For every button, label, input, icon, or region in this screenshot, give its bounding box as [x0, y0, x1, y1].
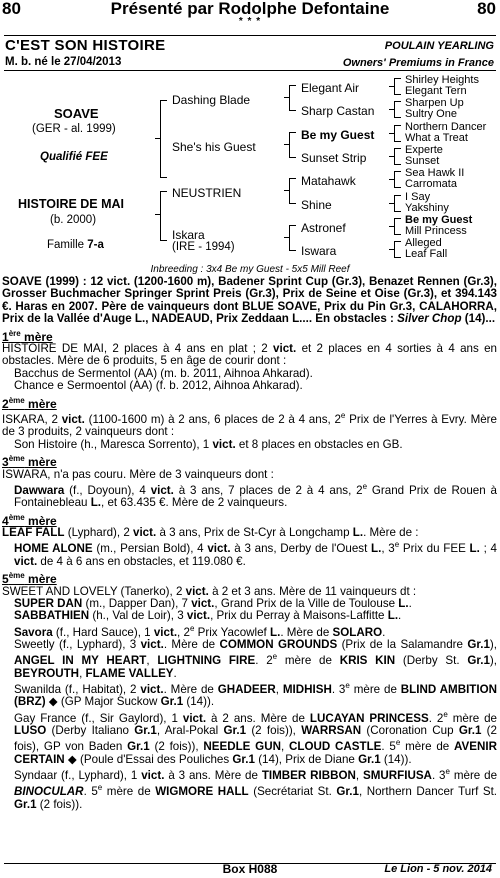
bracket-g3-1 — [394, 78, 401, 95]
tick-sire — [155, 138, 160, 139]
owners-premium: Owners' Premiums in France — [342, 57, 494, 69]
gen4-2: Elegant Tern — [405, 85, 467, 97]
gen2-1: Dashing Blade — [172, 93, 251, 107]
pedigree-top-rule — [4, 70, 496, 71]
bracket-g2-3 — [289, 178, 296, 204]
heading-fourth-dam: 4ème mère — [2, 512, 57, 528]
gen4-9: Sea Hawk II — [405, 167, 465, 179]
tick-g3-4 — [389, 156, 394, 157]
gen4-12: Yakshiny — [405, 202, 449, 214]
header-rule — [4, 35, 496, 36]
heading-fifth-dam: 5ème mère — [2, 571, 57, 587]
tick-g3-2 — [389, 109, 394, 110]
second-dam-text: ISKARA, 2 vict. (1100-1600 m) à 2 ans, 6 places de 2 à 4 ans, 2e Prix de l'Yerres à Evry. Mère de 3 produits, 2 vainqueurs dont : — [2, 411, 497, 439]
tick-g3-3 — [389, 133, 394, 134]
fourth-dam-text: LEAF FALL (Lyphard), 2 vict. à 3 ans, Prix de St-Cyr à Longchamp L.. Mère de : — [2, 526, 419, 540]
gen3-3: Be my Guest — [301, 128, 375, 142]
fifth-dam-line-7: Syndaar (f., Lyphard), 1 vict. à 3 ans. Mère de TIMBER RIBBON, SMURFIUSA. 3e mère de BINOCULAR. 5e mère de WIGMORE HALL (Secrétariat St. Gr.1, Northern Dancer Turf St. Gr.1 (2 fois)). — [14, 767, 498, 811]
gen4-3: Sharpen Up — [405, 97, 464, 109]
gen3-4: Sunset Strip — [301, 151, 367, 165]
gen4-13: Be my Guest — [405, 214, 473, 226]
sire-note: Qualifié FEE — [40, 151, 108, 163]
bracket-g3-2 — [394, 101, 401, 118]
sire-summary: SOAVE (1999) : 12 vict. (1200-1600 m), Badener Sprint Cup (Gr.3), Benazet Rennen (Gr.3), Grosser Buchmacher Springer Sprint Preis (Gr.3), Prix de Seine et Oise (Gr.3), et 394.143 €. Haras en 2007. Père de vainqueurs dont BLUE SOAVE, Prix du Pin Gr.3, CALAHORRA, Prix de la Vallée d'Auge L., NADEAUD, Prix Zeddaan L.... En obstacles : Silver Chop (14)... — [2, 275, 497, 326]
gen4-6: What a Treat — [405, 132, 468, 144]
gen3-2: Sharp Castan — [301, 104, 375, 118]
dam-origin: (b. 2000) — [50, 214, 97, 226]
lot-category: POULAIN YEARLING — [384, 40, 494, 52]
gen4-1: Shirley Heights — [405, 74, 479, 86]
first-dam-text: HISTOIRE DE MAI, 2 places à 4 ans en plat ; 2 vict. et 2 places en 4 sorties à 4 ans en obstacles. Mère de 6 produits, 5 en âge de courir dont : — [2, 342, 497, 368]
tick-g2-4 — [284, 237, 289, 238]
gen2-2: She's his Guest — [172, 140, 256, 154]
box-number: Box H088 — [222, 862, 278, 876]
gen4-14: Mill Princess — [405, 225, 467, 237]
sire-origin: (GER - al. 1999) — [32, 123, 116, 135]
tick-g3-5 — [389, 179, 394, 180]
tick-g2-3 — [284, 190, 289, 191]
first-dam-product-1: Bacchus de Sermentol (AA) (m. b. 2011, Aihnoa Ahkarad). — [14, 366, 313, 380]
sale-source: Le Lion - 5 nov. 2014 — [384, 863, 492, 875]
bracket-g3-6 — [394, 195, 401, 212]
tick-g2-1 — [284, 97, 289, 98]
sire-name: SOAVE — [54, 106, 99, 121]
bracket-sire — [160, 100, 167, 178]
bracket-g3-7 — [394, 218, 401, 235]
heading-first-dam: 1ère mère — [2, 328, 53, 344]
second-dam-product: Son Histoire (h., Maresca Sorrento), 1 vict. et 8 places en obstacles en GB. — [14, 437, 403, 451]
bracket-dam — [160, 191, 167, 241]
fifth-dam-text: SWEET AND LOVELY (Tanerko), 2 vict. à 2 et 3 ans. Mère de 11 vainqueurs dt : — [2, 584, 417, 598]
gen4-4: Sultry One — [405, 108, 457, 120]
gen3-5: Matahawk — [301, 174, 356, 188]
fifth-dam-line-5: Swanilda (f., Habitat), 2 vict.. Mère de GHADEER, MIDHISH. 3e mère de BLIND AMBITION (BRZ) ◆ (GP Major Suckow Gr.1 (14)). — [14, 681, 497, 709]
third-dam-product: Dawwara (f., Doyoun), 4 vict. à 3 ans, 7 places de 2 à 4 ans, 2e Grand Prix de Rouen à Fontainebleau L., et 63.435 €. Mère de 2 vainqueurs. — [14, 481, 498, 510]
page-footer — [0, 862, 500, 878]
fifth-dam-line-4: Sweetly (f., Lyphard), 3 vict.. Mère de COMMON GROUNDS (Prix de la Salamandre Gr.1), ANGEL IN MY HEART, LIGHTNING FIRE. 2e mère de KRIS KIN (Derby St. Gr.1), BEYROUTH, FLAME VALLEY. — [14, 638, 497, 680]
tick-g3-6 — [389, 203, 394, 204]
lot-name: C'EST SON HISTOIRE — [5, 37, 166, 54]
fifth-dam-line-2: SABBATHIEN (h., Val de Loir), 3 vict., Prix du Perray à Maisons-Laffitte L.. — [14, 609, 402, 623]
gen3-1: Elegant Air — [301, 81, 360, 95]
gen3-7: Astronef — [301, 221, 346, 235]
tick-g2-2 — [284, 144, 289, 145]
bracket-g3-3 — [394, 125, 401, 142]
tick-g3-8 — [389, 249, 394, 250]
dam-family: Famille 7-a — [47, 239, 104, 251]
bracket-g2-4 — [289, 225, 296, 251]
bracket-g3-5 — [394, 171, 401, 188]
tick-g3-1 — [389, 86, 394, 87]
bracket-g3-4 — [394, 148, 401, 165]
catalogue-text — [2, 276, 497, 811]
tick-dam — [155, 214, 160, 215]
bracket-g3-8 — [394, 241, 401, 258]
page-number-left: 80 — [2, 0, 21, 18]
header-stars: * * * — [238, 16, 262, 27]
bracket-g2-2 — [289, 132, 296, 158]
page-header — [0, 0, 500, 34]
gen4-10: Carromata — [405, 178, 457, 190]
third-dam-text: ISWARA, n'a pas couru. Mère de 3 vainqueurs dont : — [2, 467, 274, 481]
dam-name: HISTOIRE DE MAI — [18, 197, 125, 211]
gen4-5: Northern Dancer — [405, 121, 487, 133]
page-title: Présenté par Rodolphe Defontaine — [110, 0, 390, 18]
gen4-15: Alleged — [405, 237, 442, 249]
heading-third-dam: 3ème mère — [2, 454, 57, 470]
gen2-4-origin: (IRE - 1994) — [172, 241, 235, 253]
gen4-16: Leaf Fall — [405, 248, 448, 260]
gen3-6: Shine — [301, 198, 332, 212]
fourth-dam-product: HOME ALONE (m., Persian Bold), 4 vict. à 3 ans, Derby de l'Ouest L., 3e Prix du FEE L. ; 4 vict. de 4 à 6 ans en obstacles, et 119.080 €. — [14, 540, 497, 568]
inbreeding-note: Inbreeding : 3x4 Be my Guest - 5x5 Mill Reef — [150, 264, 350, 275]
lot-birth: M. b. né le 27/04/2013 — [5, 56, 122, 68]
gen4-7: Experte — [405, 144, 443, 156]
heading-second-dam: 2ème mère — [2, 395, 57, 411]
fifth-dam-line-6: Gay France (f., Sir Gaylord), 1 vict. à 2 ans. Mère de LUCAYAN PRINCESS. 2e mère de LUSO (Derby Italiano Gr.1, Aral-Pokal Gr.1 (2 fois)), WARRSAN (Coronation Cup Gr.1 (2 fois), GP von Baden Gr.1 (2 fois)), NEEDLE GUN, CLOUD CASTLE. 5e mère de AVENIR CERTAIN ◆ (Poule d'Essai des Pouliches Gr.1 (14), Prix de Diane Gr.1 (14)). — [14, 709, 497, 766]
gen2-3: NEUSTRIEN — [172, 186, 242, 200]
first-dam-product-2: Chance e Sermoentol (AA) (f. b. 2012, Aihnoa Ahkarad). — [14, 379, 303, 393]
page-number-right: 80 — [477, 0, 496, 18]
gen3-8: Iswara — [301, 244, 337, 258]
bracket-g2-1 — [289, 85, 296, 111]
gen4-11: I Say — [405, 191, 431, 203]
gen2-4: Iskara — [172, 228, 205, 242]
fifth-dam-line-1: SUPER DAN (m., Dapper Dan), 7 vict., Grand Prix de la Ville de Toulouse L.. — [14, 596, 412, 610]
gen4-8: Sunset — [405, 155, 440, 167]
fifth-dam-line-3: Savora (f., Hard Sauce), 1 vict., 2e Prix Yacowlef L.. Mère de SOLARO. — [14, 623, 386, 639]
tick-g3-7 — [389, 226, 394, 227]
